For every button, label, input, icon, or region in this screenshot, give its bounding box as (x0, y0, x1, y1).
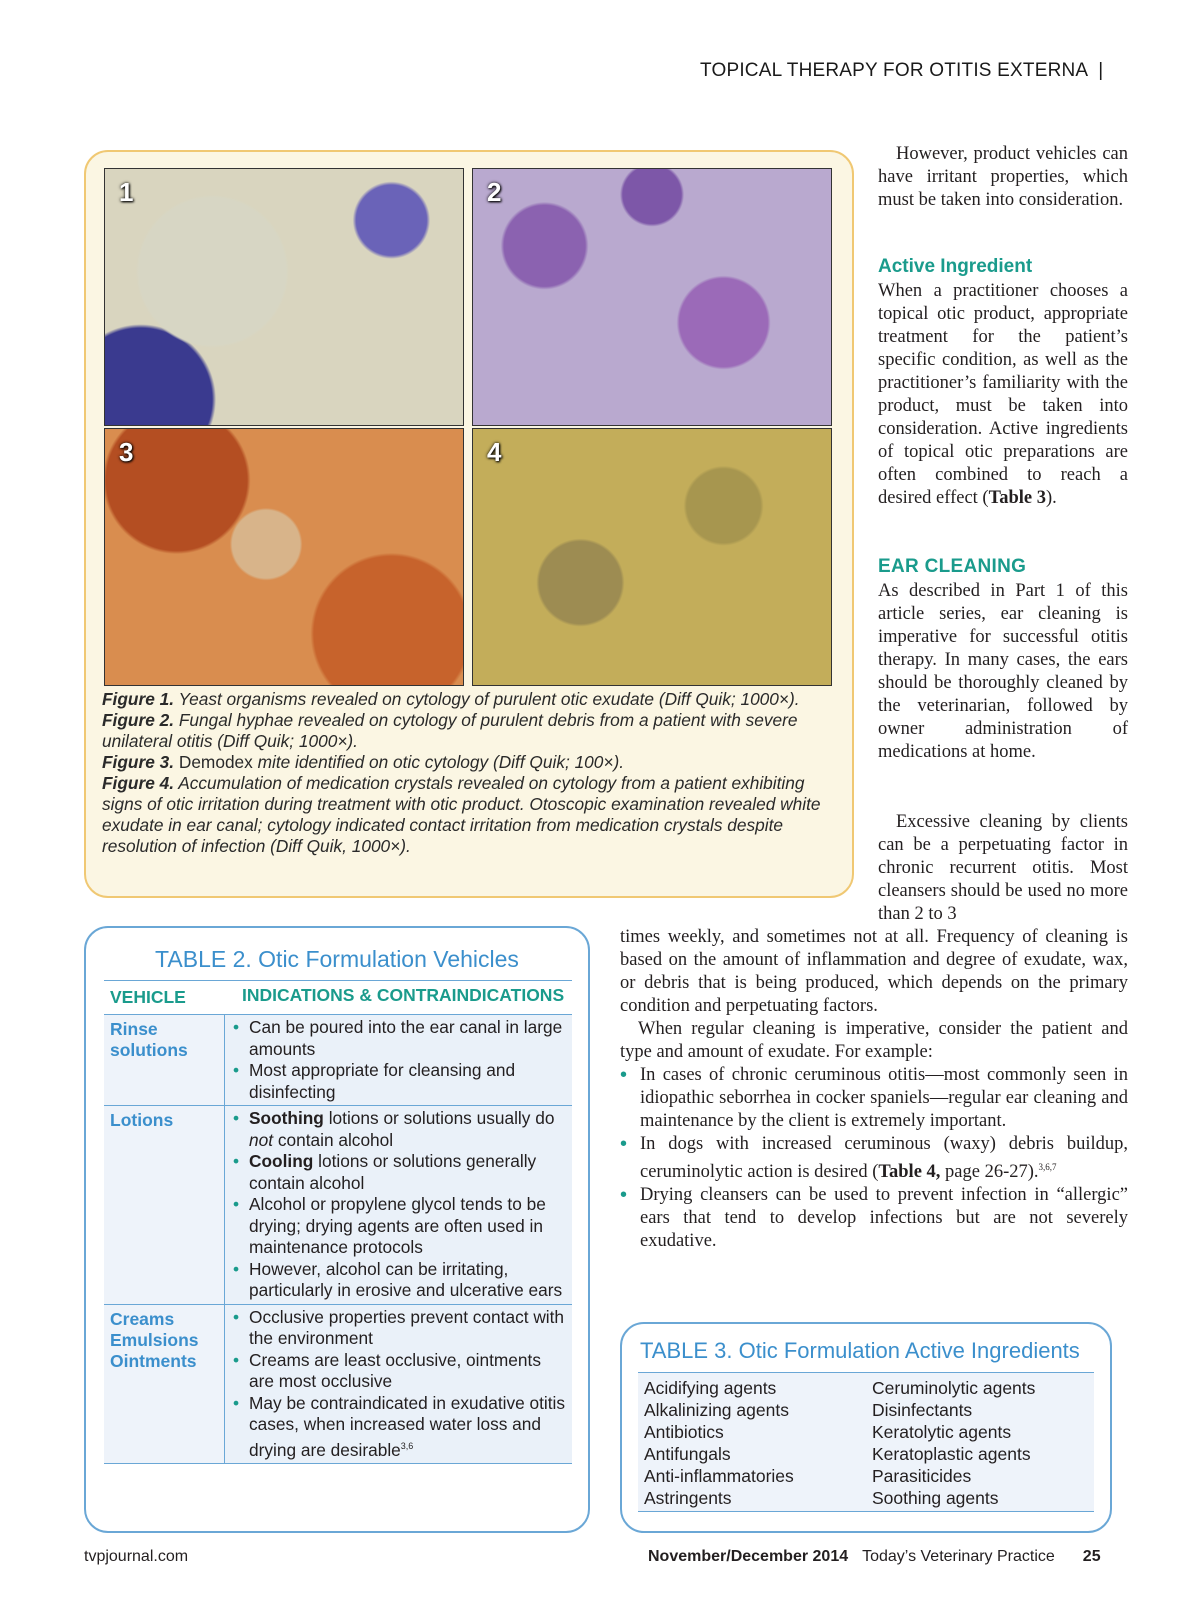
table-ref: Table 4, (878, 1162, 941, 1183)
caption-4 (102, 773, 832, 857)
page-number: 25 (1082, 1548, 1101, 1565)
panel-number: 4 (487, 437, 502, 467)
table-3-title: TABLE 3. Otic Formulation Active Ingredients (640, 1338, 1080, 1363)
list-item: • Can be poured into the ear canal in large amounts (231, 1017, 566, 1060)
ear-cleaning-paragraph-2: Excessive cleaning by clients can be a perpetuating factor in chronic recurrent otitis. Most cleansers should be used no more than 2 to 3 (878, 812, 1128, 924)
vehicle-cell (104, 1015, 224, 1105)
table-row (104, 1106, 572, 1305)
frequency-paragraph: times weekly, and sometimes not at all. Frequency of cleaning is based on the amount of inflammation and degree of exudate, wax, or debris that is being produced, which depends on the primary condition and perpetuating factors. (620, 927, 1128, 1016)
table-3-right-column (866, 1377, 1094, 1509)
list-item: Keratoplastic agents (872, 1444, 1031, 1464)
table-ref: Table 3 (988, 488, 1046, 508)
active-ingredient-heading: Active Ingredient (878, 256, 1033, 277)
vehicle-name: solutions (110, 1040, 188, 1060)
list-item: Antifungals (644, 1444, 731, 1464)
text: ). (1046, 488, 1057, 508)
list-item: • Alcohol or propylene glycol tends to be drying; drying agents are often used in maintenance protocols (231, 1194, 566, 1259)
cleaning-bullet-list (620, 1064, 1128, 1253)
ear-cleaning-heading: EAR CLEANING (878, 556, 1027, 577)
text: In dogs with increased ceruminous (waxy) debris buildup, ceruminolytic action is desired ( (640, 1134, 1128, 1183)
indications-cell (224, 1106, 572, 1304)
running-head (700, 60, 1103, 82)
caption-text: Yeast organisms revealed on cytology of purulent otic exudate (Diff Quik; 1000×). (174, 689, 800, 709)
figure-panel-3 (104, 428, 464, 686)
table-2-grid (104, 980, 572, 1464)
list-item (231, 1151, 566, 1194)
header-indications: INDICATIONS & CONTRAINDICATIONS (242, 985, 565, 1005)
caption-text: mite identified on otic cytology (Diff Quik; 100×). (252, 752, 625, 772)
caption-2 (102, 710, 832, 752)
text: lotions or solutions generally contain alcohol (249, 1151, 537, 1193)
caption-text: Fungal hyphae revealed on cytology of purulent debris from a patient with severe unilateral otitis (Diff Quik; 1000×). (102, 710, 798, 751)
caption-label: Figure 4. (102, 773, 175, 793)
list-item (620, 1133, 1128, 1184)
list-item (231, 1108, 566, 1151)
list-item: Astringents (644, 1488, 732, 1508)
list-item: Ceruminolytic agents (872, 1378, 1036, 1398)
list-item: • Most appropriate for cleansing and disinfecting (231, 1060, 566, 1103)
running-head-text: TOPICAL THERAPY FOR OTITIS EXTERNA (700, 60, 1089, 81)
figure-box (84, 150, 854, 898)
list-item (231, 1393, 566, 1461)
active-ingredient-paragraph (878, 280, 1128, 510)
vehicle-name: Ointments (110, 1350, 197, 1371)
caption-genus: Demodex (178, 752, 253, 772)
table-row (104, 1305, 572, 1464)
caption-label: Figure 1. (102, 689, 175, 709)
figure-panel-1 (104, 168, 464, 426)
list-item: • Drying cleansers can be used to prevent infection in “allergic” ears that tend to develop infections but are not severely exudative. (620, 1184, 1128, 1253)
list-item: Parasiticides (872, 1466, 972, 1486)
table-header (104, 980, 572, 1015)
panel-number: 3 (119, 437, 134, 467)
list-item: Disinfectants (872, 1400, 973, 1420)
emphasis: Soothing (249, 1108, 324, 1128)
emphasis: not (249, 1129, 274, 1150)
table-row (104, 1015, 572, 1106)
list-item: • In cases of chronic ceruminous otitis—most commonly seen in idiopathic seborrhea in cocker spaniels—regular ear cleaning and maintenance by the client is extremely important. (620, 1064, 1128, 1133)
table-2 (84, 926, 590, 1533)
vehicle-name: Rinse (110, 1019, 158, 1039)
regular-cleaning-paragraph: When regular cleaning is imperative, consider the patient and type and amount of exudate. For example: (620, 1019, 1128, 1062)
list-item: • However, alcohol can be irritating, particularly in erosive and ulcerative ears (231, 1259, 566, 1302)
list-item: Soothing agents (872, 1488, 999, 1508)
text: page 26-27). (940, 1162, 1039, 1183)
indications-cell (224, 1015, 572, 1105)
table-2-title: TABLE 2. Otic Formulation Vehicles (155, 946, 519, 972)
panel-number: 2 (487, 177, 502, 207)
table-3-grid (638, 1372, 1094, 1512)
figure-panel-4 (472, 428, 832, 686)
caption-label: Figure 3. (102, 752, 175, 772)
panel-number: 1 (119, 177, 134, 207)
vehicle-cell: Lotions (110, 1110, 174, 1130)
running-head-bar: | (1098, 60, 1104, 81)
text: contain alcohol (273, 1129, 394, 1150)
citation: 3,6,7 (1038, 1162, 1057, 1172)
vehicle-name: Emulsions (110, 1329, 199, 1350)
caption-1 (102, 689, 832, 710)
figure-caption (102, 689, 832, 857)
intro-paragraph: However, product vehicles can have irritant properties, which must be taken into consideration. (878, 144, 1128, 210)
caption-3 (102, 752, 832, 773)
list-item: Alkalinizing agents (644, 1400, 789, 1420)
footer-issue: November/December 2014 (648, 1548, 849, 1565)
emphasis: Cooling (249, 1151, 314, 1171)
list-item: Keratolytic agents (872, 1422, 1012, 1442)
list-item: Antibiotics (644, 1422, 724, 1442)
list-item: Acidifying agents (644, 1378, 777, 1398)
header-vehicle: VEHICLE (110, 987, 186, 1007)
table-3 (620, 1322, 1112, 1533)
text: lotions or solutions usually do (328, 1108, 555, 1128)
footer-magazine: Today’s Veterinary Practice (862, 1548, 1055, 1565)
table-3-left-column (638, 1377, 866, 1509)
caption-label: Figure 2. (102, 710, 175, 730)
citation: 3,6 (400, 1440, 414, 1451)
list-item: • Occlusive properties prevent contact with the environment (231, 1307, 566, 1350)
vehicle-cell (104, 1305, 224, 1463)
footer-info (648, 1548, 1101, 1566)
list-item: • Creams are least occlusive, ointments are most occlusive (231, 1350, 566, 1393)
text: May be contraindicated in exudative otitis cases, when increased water loss and drying are desirable (249, 1392, 566, 1460)
ear-cleaning-paragraph-1: As described in Part 1 of this article series, ear cleaning is imperative for successful otitis therapy. In many cases, the ears should be thoroughly cleaned by the veterinarian, followed by owner administration of medications at home. (878, 581, 1128, 762)
footer-site: tvpjournal.com (84, 1548, 189, 1565)
list-item: Anti-inflammatories (644, 1466, 794, 1486)
caption-text: Accumulation of medication crystals revealed on cytology from a patient exhibiting signs of otic irritation during treatment with otic product. Otoscopic examination revealed white exudate in ear canal; cytology indicated contact irritation from medication crystals despite resolution of infection (Diff Quik, 1000×). (102, 773, 821, 856)
vehicle-name: Creams (110, 1308, 175, 1329)
text: When a practitioner chooses a topical otic product, appropriate treatment for the patient’s specific condition, as well as the practitioner’s familiarity with the product, must be taken into consideration. Active ingredients of topical otic preparations are often combined to reach a desired effect ( (878, 281, 1128, 508)
figure-panel-2 (472, 168, 832, 426)
indications-cell (224, 1305, 572, 1463)
